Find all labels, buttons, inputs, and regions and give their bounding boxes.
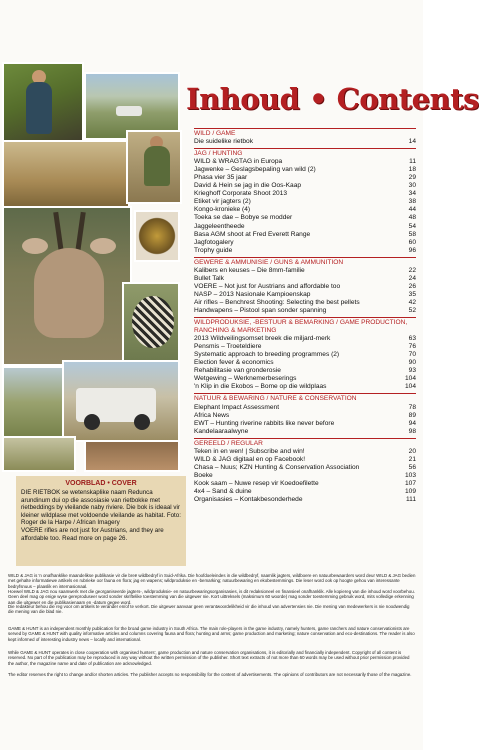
toc-entry[interactable] [194,247,416,255]
toc-entry-page: 38 [408,198,416,206]
toc-entry-title: Kandelaaraalwyne [194,427,249,435]
toc-entry[interactable] [194,291,416,299]
toc-entry[interactable] [194,214,416,222]
toc-entry[interactable] [194,412,416,420]
toc-entry-title: WILD & WRAGTAG in Europa [194,158,283,166]
toc-entry[interactable] [194,448,416,456]
toc-entry-page: 104 [404,375,416,383]
toc-entry-title: NASP – 2013 Nasionale Kampioenskap [194,290,311,298]
toc-entry[interactable] [194,138,416,146]
toc-entry-page: 93 [408,367,416,375]
toc-entry[interactable] [194,496,416,504]
toc-entry-title: Kongo-kronieke (4) [194,206,251,214]
photo-cartridge [134,210,180,262]
toc-entry-page: 21 [408,455,416,463]
toc-entry[interactable] [194,275,416,283]
toc-entry[interactable] [194,428,416,436]
toc-entry-page: 24 [408,274,416,282]
toc-entry[interactable] [194,375,416,383]
toc-entry-title: Election fever & economics [194,359,274,367]
toc-section-heading: GEWERE & AMMUNISIE / GUNS & AMMUNITION [194,257,416,267]
toc-entry[interactable] [194,472,416,480]
toc-entry-title: Toeka se dae – Bobye se modder [194,214,293,222]
toc-entry-page: 96 [408,246,416,254]
toc-entry-page: 30 [408,182,416,190]
toc-entry[interactable] [194,420,416,428]
toc-entry-page: 109 [404,487,416,495]
toc-entry-title: Die suidelike rietbok [194,138,254,146]
toc-entry-page: 104 [404,383,416,391]
toc-entry[interactable] [194,166,416,174]
toc-entry[interactable] [194,267,416,275]
toc-entry[interactable] [194,404,416,412]
page-title: Inhoud • Contents [186,82,479,116]
toc-entry-page: 54 [408,222,416,230]
toc-entry[interactable] [194,190,416,198]
toc-entry-title: David & Hein se jag in die Oos-Kaap [194,182,302,190]
toc-entry-page: 35 [408,290,416,298]
toc-entry-title: Teken in en wen! | Subscribe and win! [194,447,305,455]
toc-entry-title: Kalibers en keuses – Die 8mm-familie [194,266,305,274]
toc-section-heading: NATUUR & BEWARING / NATURE & CONSERVATION [194,393,416,403]
toc-entry[interactable] [194,206,416,214]
toc-entry-title: Wetgewing – Werknemerbeserings [194,375,297,383]
toc-entry-page: 70 [408,351,416,359]
toc-entry[interactable] [194,464,416,472]
toc-entry-title: Kook saam – Nuwe resep vir Koedoefilette [194,479,319,487]
cover-heading: VOORBLAD • COVER [65,480,137,487]
toc-entry-page: 42 [408,298,416,306]
table-of-contents [194,126,416,504]
photo-wildlife [84,440,180,472]
toc-entry-title: Rehabilitasie van gronderosie [194,367,281,375]
toc-entry-page: 44 [408,206,416,214]
toc-entry[interactable] [194,343,416,351]
toc-entry-title: VOERE – Not just for Austrians and affordable too [194,282,341,290]
cover-text-en: VOERE rifles are not just for Austrians, and they are affordable too. Read more on page 26. [21,527,164,542]
toc-entry-title: Elephant Impact Assessment [194,403,280,411]
toc-entry-title: Trophy guide [194,246,233,254]
toc-entry[interactable] [194,456,416,464]
toc-entry-page: 78 [408,403,416,411]
toc-entry[interactable] [194,239,416,247]
toc-entry-title: Jaggeleentheede [194,222,245,230]
toc-entry-page: 56 [408,463,416,471]
toc-entry-page: 103 [404,471,416,479]
toc-entry-title: EWT – Hunting riverine rabbits like never before [194,419,335,427]
fine-print-4: GAME & HUNT is an independent monthly publication for the broad game industry in South Africa. The main role-players in the game industry, namely hunters, game ranchers and nature conservationists are served by GAME & HUNT with quality informative articles and columns covering fauna and flora; hunting and arms; game production and marketing; nature conservation and eco-destinations. The reader is also kept informed of interesting industry news – locally and international. [8,626,415,642]
toc-entry-title: Jagfotogalery [194,238,234,246]
toc-entry[interactable] [194,335,416,343]
photo-hunter-with-rifle [2,62,84,147]
cover-text-af: DIE RIETBOK se wetenskaplike naam Redunca arundinum dui op die assosiasie van rietbokke met rietbeddings by vleilande naby riviere. Die bok is ideaal vir kleiner wildplase met voldoende vleilande as habitat. Foto: Roger de la Harpe / African Imagery [21,489,181,527]
toc-entry-page: 26 [408,282,416,290]
toc-entry[interactable] [194,223,416,231]
toc-entry-page: 20 [408,447,416,455]
toc-entry-page: 48 [408,214,416,222]
fine-print-3: Die redakteur behou die reg voor om artikels te verander en/of te verkort. Die uitgewer aanvaar geen verantwoordelikheid vir die inhoud van advertensies nie. Die mening van medewerkers is nie noodwendig die mening van die blad nie. [8,604,410,615]
toc-entry-title: Krieghoff Corporate Shoot 2013 [194,190,287,198]
toc-entry-page: 11 [409,158,416,166]
toc-section-heading: GEREELD / REGULAR [194,438,416,448]
toc-entry-page: 107 [404,479,416,487]
toc-entry-page: 94 [408,419,416,427]
photo-hunter-trophy [126,130,182,204]
toc-entry-page: 34 [408,190,416,198]
toc-entry-page: 58 [408,230,416,238]
toc-entry[interactable] [194,299,416,307]
fine-print-1: WILD & JAG is 'n onafhanklike maandelikse publikasie vir die breë wildbedryf in Suid-Afrika. Die hoofdoeleindes in die wildbedryf, naamlik jagters, wildboere en natuurbewaarders word deur WILD & JAG bedien met gehalte informatiewe artikels en rubrieke oor fauna en flora; jag en wapens; wildproduksie en -bemarking; natuurbewaring en ekobestemmings. Die leser word ook op hoogte gehou van interessante bedryfsnuus – plaaslik en internasionaal. [8,573,416,589]
toc-entry-page: 76 [408,343,416,351]
toc-entry[interactable] [194,182,416,190]
toc-entry[interactable] [194,383,416,391]
toc-entry[interactable] [194,158,416,166]
toc-entry-title: Chasa – Nuus; KZN Hunting & Conservation Association [194,463,360,471]
fine-print-5: While GAME & HUNT operates in close cooperation with organised hunters', game production and nature conservation organisations, it is editorially and financially independent. Copyright of all content is reserved. No part of the publication may be reproduced in any way without the written permission of the publisher. Short text extracts of not more than 60 words may be used without prior permission provided the author, the magazine name and date of publication are acknowledged. [8,650,410,666]
toc-entry[interactable] [194,198,416,206]
toc-entry-title: Jagwenke – Geslagsbepaling van wild (2) [194,166,316,174]
cover-note [16,476,186,566]
toc-entry-page: 29 [408,174,416,182]
toc-entry-title: Handwapens – Pistool span sonder spanning [194,306,327,314]
toc-entry[interactable] [194,307,416,315]
photo-landscape [2,366,64,438]
toc-entry-title: Bullet Talk [194,274,224,282]
toc-entry-page: 111 [405,496,416,504]
toc-entry[interactable] [194,488,416,496]
toc-entry-title: Basa AGM shoot at Fred Everett Range [194,230,311,238]
toc-entry-page: 89 [408,411,416,419]
toc-entry-title: Etiket vir jagters (2) [194,198,251,206]
toc-entry[interactable] [194,174,416,182]
photo-reedbuck-cover [2,206,132,366]
toc-entry[interactable] [194,351,416,359]
toc-entry-title: Systematic approach to breeding programmes (2) [194,351,340,359]
toc-entry-page: 90 [408,359,416,367]
toc-entry-title: Pensmis – Troeteldiere [194,343,262,351]
fine-print-6: The editor reserves the right to change and/or shorten articles. The publisher accepts no responsibility for the content of advertisements. The opinions of contributors are not necessarily those of the magazine. [8,672,412,677]
toc-section-heading: WILDPRODUKSIE, -BESTUUR & BEMARKING / GAME PRODUCTION, RANCHING & MARKETING [194,317,416,335]
toc-entry-title: Boeke [194,471,213,479]
toc-entry[interactable] [194,359,416,367]
toc-entry-title: 2013 Wildveilingsomset breek die miljard-merk [194,335,331,343]
toc-entry-page: 18 [408,166,416,174]
toc-entry-page: 22 [408,266,416,274]
toc-entry-title: Air rifles – Benchrest Shooting: Selecting the best pellets [194,298,360,306]
toc-section-heading: WILD / GAME [194,128,416,138]
toc-entry-title: Phasa vier 35 jaar [194,174,248,182]
toc-entry-title: 'n Klip in die Ekobos – Bome op die wildplaas [194,383,327,391]
toc-entry-page: 98 [408,427,416,435]
toc-section-heading: JAG / HUNTING [194,148,416,158]
toc-entry-page: 63 [408,335,416,343]
photo-antelope-herd [2,436,76,472]
toc-entry-page: 52 [408,306,416,314]
toc-entry-page: 14 [408,138,416,146]
toc-entry-page: 60 [408,238,416,246]
toc-entry-title: WILD & JAG digitaal en op Facebook! [194,455,306,463]
photo-game-herd [2,140,130,210]
toc-entry-title: 4x4 – Sand & duine [194,487,252,495]
toc-entry-title: Organisasies – Kontakbesonderhede [194,496,303,504]
toc-entry[interactable] [194,283,416,291]
fine-print-2: Hoewel WILD & JAG nou saamwerk met die georganiseerde jagters-, wildproduksie- en natuurbewaringsorganisasies, is dit redaksioneel en finansieel onafhanklik. Alle kopiereg van die inhoud word voorbehou. Geen deel mag op enige wyse gereproduseer word sonder skriftelike toestemming van die uitgewer nie. Kort uittreksels (maksimum 60 woorde) mag sonder toestemming gebruik word, mits volledige erkenning aan die uitgewer en die publikasienaam en -datum gegee word. [8,589,415,605]
toc-entry[interactable] [194,231,416,239]
photo-porcupine [122,282,180,362]
toc-entry[interactable] [194,480,416,488]
photo-4x4-vehicle [62,360,180,442]
toc-entry[interactable] [194,367,416,375]
toc-entry-title: Africa News [194,411,230,419]
